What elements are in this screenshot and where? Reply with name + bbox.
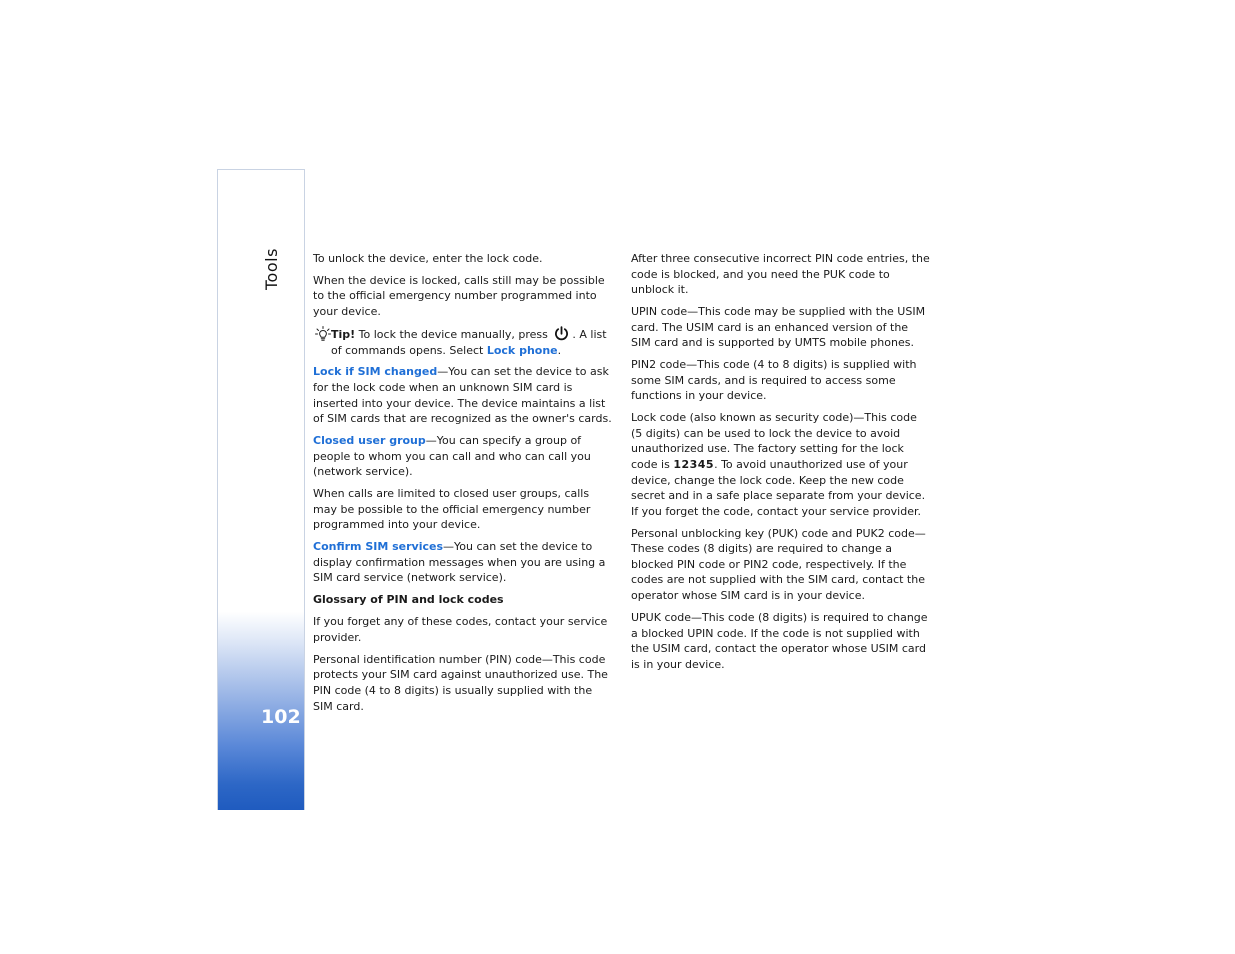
factory-lock-code: 12345 xyxy=(673,458,715,472)
tip-label: Tip! xyxy=(331,327,356,341)
paragraph-emergency: When the device is locked, calls still may be possible to the official emergency number programmed into your device. xyxy=(313,273,605,319)
tip-end: . xyxy=(557,343,562,357)
closed-user-group-term: Closed user group xyxy=(313,434,426,448)
paragraph-puk-code: Personal unblocking key (PUK) code and PUK2 code—These codes (8 digits) are required to change a blocked PIN code or PIN2 code, respectively. If the codes are not supplied with the SIM card, contact the operator whose SIM card is in your device. xyxy=(631,526,926,603)
lock-code-text-after: . To avoid unauthorized use of your device, change the lock code. Keep the new code secret and in a safe place separate from your device. If you forget the code, contact your service provider. xyxy=(631,458,926,518)
lock-if-sim-changed-term: Lock if SIM changed xyxy=(313,365,438,379)
lock-code-text-before: Lock code (also known as security code)—This code (5 digits) can be used to lock the device to avoid unauthorized use. The factory setting for the lock code is xyxy=(631,411,917,472)
paragraph-pin-code: Personal identification number (PIN) code—This code protects your SIM card against unauthorized use. The PIN code (4 to 8 digits) is usually supplied with the SIM card. xyxy=(313,652,608,713)
lock-if-sim-changed-text: —You can set the device to ask for the lock code when an unknown SIM card is inserted into your device. The device maintains a list of SIM cards that are recognized as the owner's cards. xyxy=(313,365,612,426)
right-column xyxy=(631,251,931,679)
confirm-sim-services-paragraph xyxy=(313,539,615,586)
page-number: 102 xyxy=(261,706,301,728)
tip-paragraph xyxy=(313,326,615,358)
closed-user-group-paragraph xyxy=(313,433,615,480)
tip-text-before: To lock the device manually, press xyxy=(355,327,552,341)
left-column xyxy=(313,251,615,720)
closed-user-group-text: —You can specify a group of people to whom you can call and who can call you (network service). xyxy=(313,434,591,479)
paragraph-lock-code xyxy=(631,410,931,519)
lock-if-sim-changed-paragraph xyxy=(313,364,615,426)
lock-phone-link: Lock phone xyxy=(486,343,558,357)
power-key-icon xyxy=(553,326,570,341)
tip-text-after: . A list of commands opens. Select xyxy=(331,327,607,357)
paragraph-unlock: To unlock the device, enter the lock code. xyxy=(313,252,543,265)
lightbulb-icon xyxy=(315,326,331,342)
paragraph-closed-groups-note: When calls are limited to closed user groups, calls may be possible to the official emergency number programmed into your device. xyxy=(313,487,591,532)
paragraph-upin-code: UPIN code—This code may be supplied with the USIM card. The USIM card is an enhanced version of the SIM card and is supported by UMTS mobile phones. xyxy=(631,305,926,350)
confirm-sim-services-term: Confirm SIM services xyxy=(313,540,444,554)
paragraph-upuk-code: UPUK code—This code (8 digits) is required to change a blocked UPIN code. If the code is not supplied with the USIM card, contact the operator whose USIM card is in your device. xyxy=(631,610,928,671)
glossary-heading: Glossary of PIN and lock codes xyxy=(313,593,504,607)
section-title: Tools xyxy=(262,248,281,290)
paragraph-forget-codes: If you forget any of these codes, contact your service provider. xyxy=(313,615,608,644)
confirm-sim-services-text: —You can set the device to display confirmation messages when you are using a SIM card service (network service). xyxy=(313,540,606,585)
paragraph-pin2-code: PIN2 code—This code (4 to 8 digits) is supplied with some SIM cards, and is required to access some functions in your device. xyxy=(631,358,917,403)
paragraph-incorrect-pin: After three consecutive incorrect PIN code entries, the code is blocked, and you need the PUK code to unblock it. xyxy=(631,252,930,297)
